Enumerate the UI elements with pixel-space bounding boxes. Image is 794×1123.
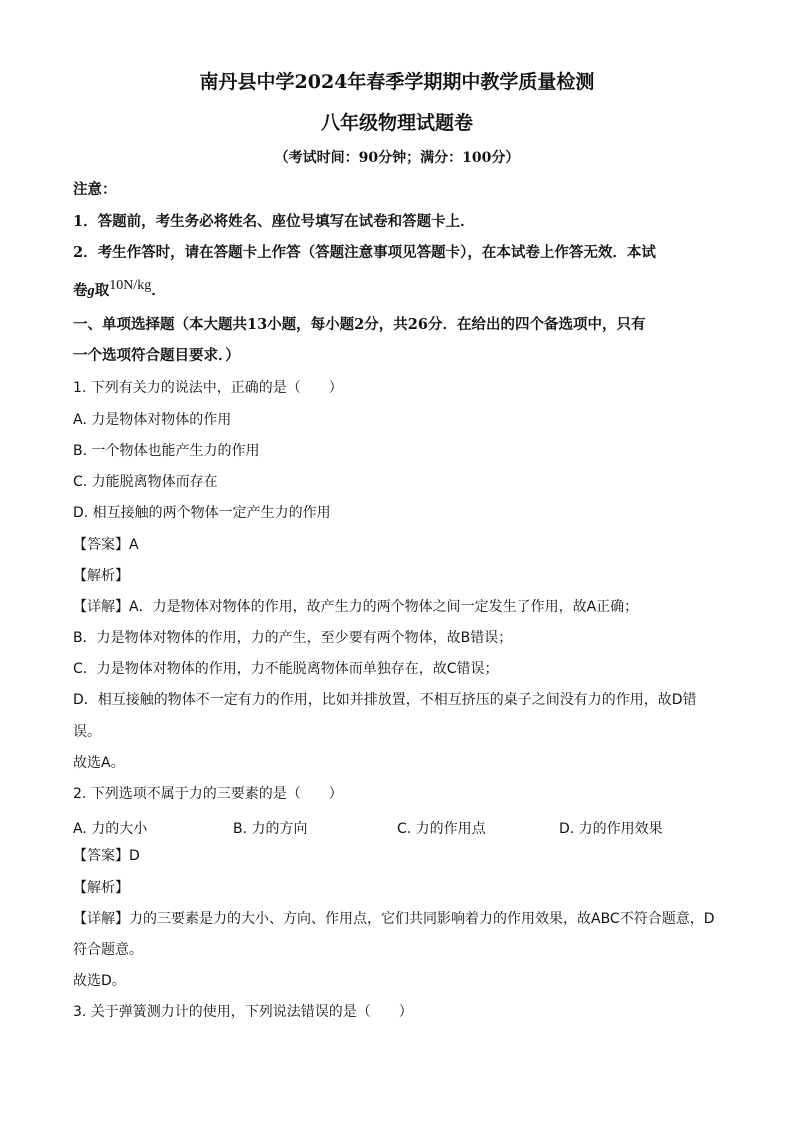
- question-2-stem: 2. 下列选项不属于力的三要素的是（ ）: [73, 786, 343, 802]
- notice-item-2-end: ．: [151, 282, 166, 299]
- time-note: （考试时间：90分钟；满分：100分）: [274, 150, 520, 166]
- question-2-choose: 故选D。: [73, 973, 126, 989]
- question-2-answer: 【答案】D: [73, 848, 140, 864]
- question-1-stem: 1. 下列有关力的说法中，正确的是（ ）: [73, 380, 343, 396]
- gravity-value: 10N/kg: [109, 278, 152, 293]
- question-1-option-a: A. 力是物体对物体的作用: [73, 412, 232, 428]
- question-1-answer: 【答案】A: [73, 537, 139, 553]
- notice-item-2-line-1: 2．考生作答时，请在答题卡上作答（答题注意事项见答题卡），在本试卷上作答无效．本试: [73, 244, 656, 261]
- question-1-analysis-label: 【解析】: [73, 568, 129, 584]
- question-1-detail-5: 误。: [73, 724, 101, 740]
- question-1-option-b: B. 一个物体也能产生力的作用: [73, 443, 260, 459]
- page-subtitle: 八年级物理试题卷: [320, 112, 473, 134]
- question-2-detail-1: 【详解】力的三要素是力的大小、方向、作用点，它们共同影响着力的作用效果，故ABC不符合题意，D: [73, 911, 715, 927]
- page-title: 南丹县中学2024年春季学期期中教学质量检测: [199, 71, 595, 93]
- question-2-option-a: A. 力的大小: [73, 821, 148, 837]
- question-1-choose: 故选A。: [73, 755, 125, 771]
- question-2-analysis-label: 【解析】: [73, 880, 129, 896]
- notice-item-2-line-2: [73, 278, 166, 299]
- notice-item-2-text-b: 取: [94, 282, 110, 299]
- question-1-detail-2: B．力是物体对物体的作用，力的产生，至少要有两个物体，故B错误；: [73, 630, 513, 646]
- section-heading-line-2: 一个选项符合题目要求．）: [73, 347, 240, 364]
- gravity-symbol: g: [87, 283, 95, 299]
- section-heading-line-1: 一、单项选择题（本大题共13小题，每小题2分，共26分．在给出的四个备选项中，只有: [73, 316, 646, 333]
- question-1-detail-4: D．相互接触的物体不一定有力的作用，比如并排放置，不相互挤压的桌子之间没有力的作用，故D错: [73, 692, 697, 708]
- question-2-option-b: B. 力的方向: [233, 821, 308, 837]
- question-1-option-d: D. 相互接触的两个物体一定产生力的作用: [73, 505, 331, 521]
- question-1-detail-3: C．力是物体对物体的作用，力不能脱离物体而单独存在，故C错误；: [73, 661, 499, 677]
- question-2-detail-2: 符合题意。: [73, 942, 143, 958]
- question-1-option-c: C. 力能脱离物体而存在: [73, 474, 218, 490]
- question-3-stem: 3. 关于弹簧测力计的使用，下列说法错误的是（ ）: [73, 1004, 413, 1020]
- notice-item-2-text-a: 卷: [73, 282, 88, 299]
- notice-item-1: 1．答题前，考生务必将姓名、座位号填写在试卷和答题卡上．: [73, 213, 475, 230]
- question-1-detail-1: 【详解】A．力是物体对物体的作用，故产生力的两个物体之间一定发生了作用，故A正确；: [73, 599, 639, 615]
- question-2-option-d: D. 力的作用效果: [559, 821, 663, 837]
- question-2-option-c: C. 力的作用点: [397, 821, 486, 837]
- notice-label: 注意：: [73, 181, 117, 198]
